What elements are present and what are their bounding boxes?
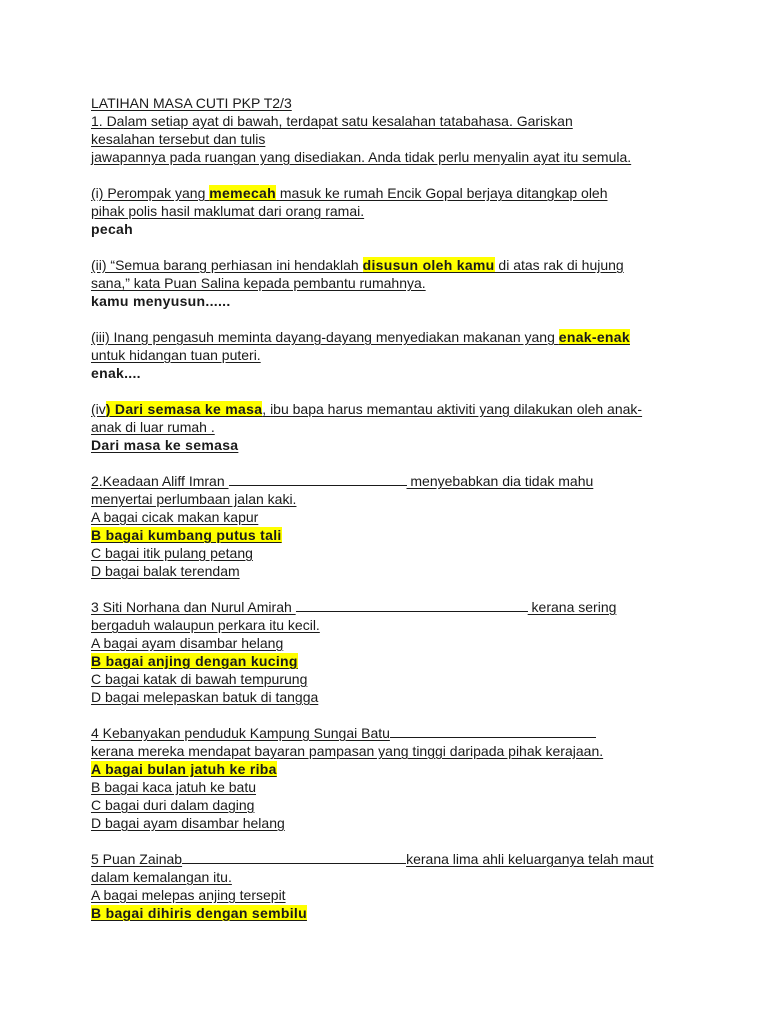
q1-ii-answer: kamu menyusun...... <box>91 293 231 309</box>
q1-iii-line-1 <box>91 328 691 346</box>
q5-option-b-answer <box>91 904 691 922</box>
q2-answer-blank <box>229 472 407 486</box>
q3-stem-line-2: bergaduh walaupun perkara itu kecil. <box>91 617 320 633</box>
q2-stem-text: 2.Keadaan Aliff Imran <box>91 473 229 489</box>
q2-stem-text-after: menyebabkan dia tidak mahu <box>406 473 594 489</box>
q1-iv-answer: Dari masa ke semasa <box>91 437 239 453</box>
q1-iv-line-1 <box>91 400 691 418</box>
q3-option-b: B bagai anjing dengan kucing <box>91 653 298 669</box>
q1-iii-error: enak-enak <box>558 329 630 345</box>
q4-stem-text: 4 Kebanyakan penduduk Kampung Sungai Batu <box>91 725 390 741</box>
q1-instruction-line-1: 1. Dalam setiap ayat di bawah, terdapat satu kesalahan tatabahasa. Gariskan <box>91 113 573 129</box>
q5-stem-text: 5 Puan Zainab <box>91 851 183 867</box>
q3-option-a: A bagai ayam disambar helang <box>91 635 284 651</box>
q5-stem-line-2: dalam kemalangan itu. <box>91 869 232 885</box>
q1-iii-line-2: untuk hidangan tuan puteri. <box>91 347 261 363</box>
q1-ii-line-2: sana,” kata Puan Salina kepada pembantu rumahnya. <box>91 275 426 291</box>
q2-option-a: A bagai cicak makan kapur <box>91 509 259 525</box>
q1-iv-line-2: anak di luar rumah . <box>91 419 215 435</box>
q3-answer-blank <box>296 598 528 612</box>
q2-option-d: D bagai balak terendam <box>91 563 240 579</box>
q1-iv-text: (iv <box>91 401 106 417</box>
q1-ii-text-after: di atas rak di hujung <box>494 257 624 273</box>
q5-stem-text-after: kerana lima ahli keluarganya telah maut <box>406 851 654 867</box>
q2-stem <box>91 472 691 490</box>
q3-stem-text-after: kerana sering <box>527 599 617 615</box>
q2-option-c: C bagai itik pulang petang <box>91 545 253 561</box>
q4-option-a: A bagai bulan jatuh ke riba <box>91 761 277 777</box>
q4-answer-blank <box>390 724 596 738</box>
q1-iii-answer: enak.... <box>91 365 141 381</box>
q1-instruction-line-3: jawapannya pada ruangan yang disediakan. Anda tidak perlu menyalin ayat itu semula. <box>91 149 632 165</box>
q1-ii-error: disusun oleh kamu <box>362 257 495 273</box>
q4-option-b: B bagai kaca jatuh ke batu <box>91 779 257 795</box>
q2-stem-line-2: menyertai perlumbaan jalan kaki. <box>91 491 297 507</box>
q3-stem <box>91 598 691 616</box>
q5-answer-blank <box>182 850 406 864</box>
q1-iii-text: (iii) Inang pengasuh meminta dayang-dayang menyediakan makanan yang <box>91 329 559 345</box>
q1-iv-text-after: , ibu bapa harus memantau aktiviti yang dilakukan oleh anak- <box>262 401 643 417</box>
q4-stem-line-2: kerana mereka mendapat bayaran pampasan yang tinggi daripada pihak kerajaan. <box>91 743 604 759</box>
q5-stem <box>91 850 691 868</box>
q5-option-b: B bagai dihiris dengan sembilu <box>91 905 307 921</box>
document-body <box>91 94 691 922</box>
q3-option-d: D bagai melepaskan batuk di tangga <box>91 689 319 705</box>
q1-iv-error: ) Dari semasa ke masa <box>105 401 263 417</box>
q3-stem-text: 3 Siti Norhana dan Nurul Amirah <box>91 599 296 615</box>
q3-option-b-answer <box>91 652 691 670</box>
q1-ii-line-1 <box>91 256 691 274</box>
q4-option-a-answer <box>91 760 691 778</box>
q4-option-c: C bagai duri dalam daging <box>91 797 255 813</box>
q1-i-line-1 <box>91 184 691 202</box>
q5-option-a: A bagai melepas anjing tersepit <box>91 887 286 903</box>
q1-ii-text: (ii) “Semua barang perhiasan ini hendaklah <box>91 257 363 273</box>
q4-stem <box>91 724 691 742</box>
q1-i-error: memecah <box>209 185 276 201</box>
q1-i-line-2: pihak polis hasil maklumat dari orang ramai. <box>91 203 365 219</box>
q1-i-text-after: masuk ke rumah Encik Gopal berjaya ditangkap oleh <box>275 185 608 201</box>
q2-option-b-answer <box>91 526 691 544</box>
q1-instruction-line-2: kesalahan tersebut dan tulis <box>91 131 266 147</box>
q2-option-b: B bagai kumbang putus tali <box>91 527 282 543</box>
document-title: LATIHAN MASA CUTI PKP T2/3 <box>91 95 292 111</box>
q4-option-d: D bagai ayam disambar helang <box>91 815 285 831</box>
q1-i-answer: pecah <box>91 221 133 237</box>
q1-i-text: (i) Perompak yang <box>91 185 210 201</box>
q3-option-c: C bagai katak di bawah tempurung <box>91 671 308 687</box>
